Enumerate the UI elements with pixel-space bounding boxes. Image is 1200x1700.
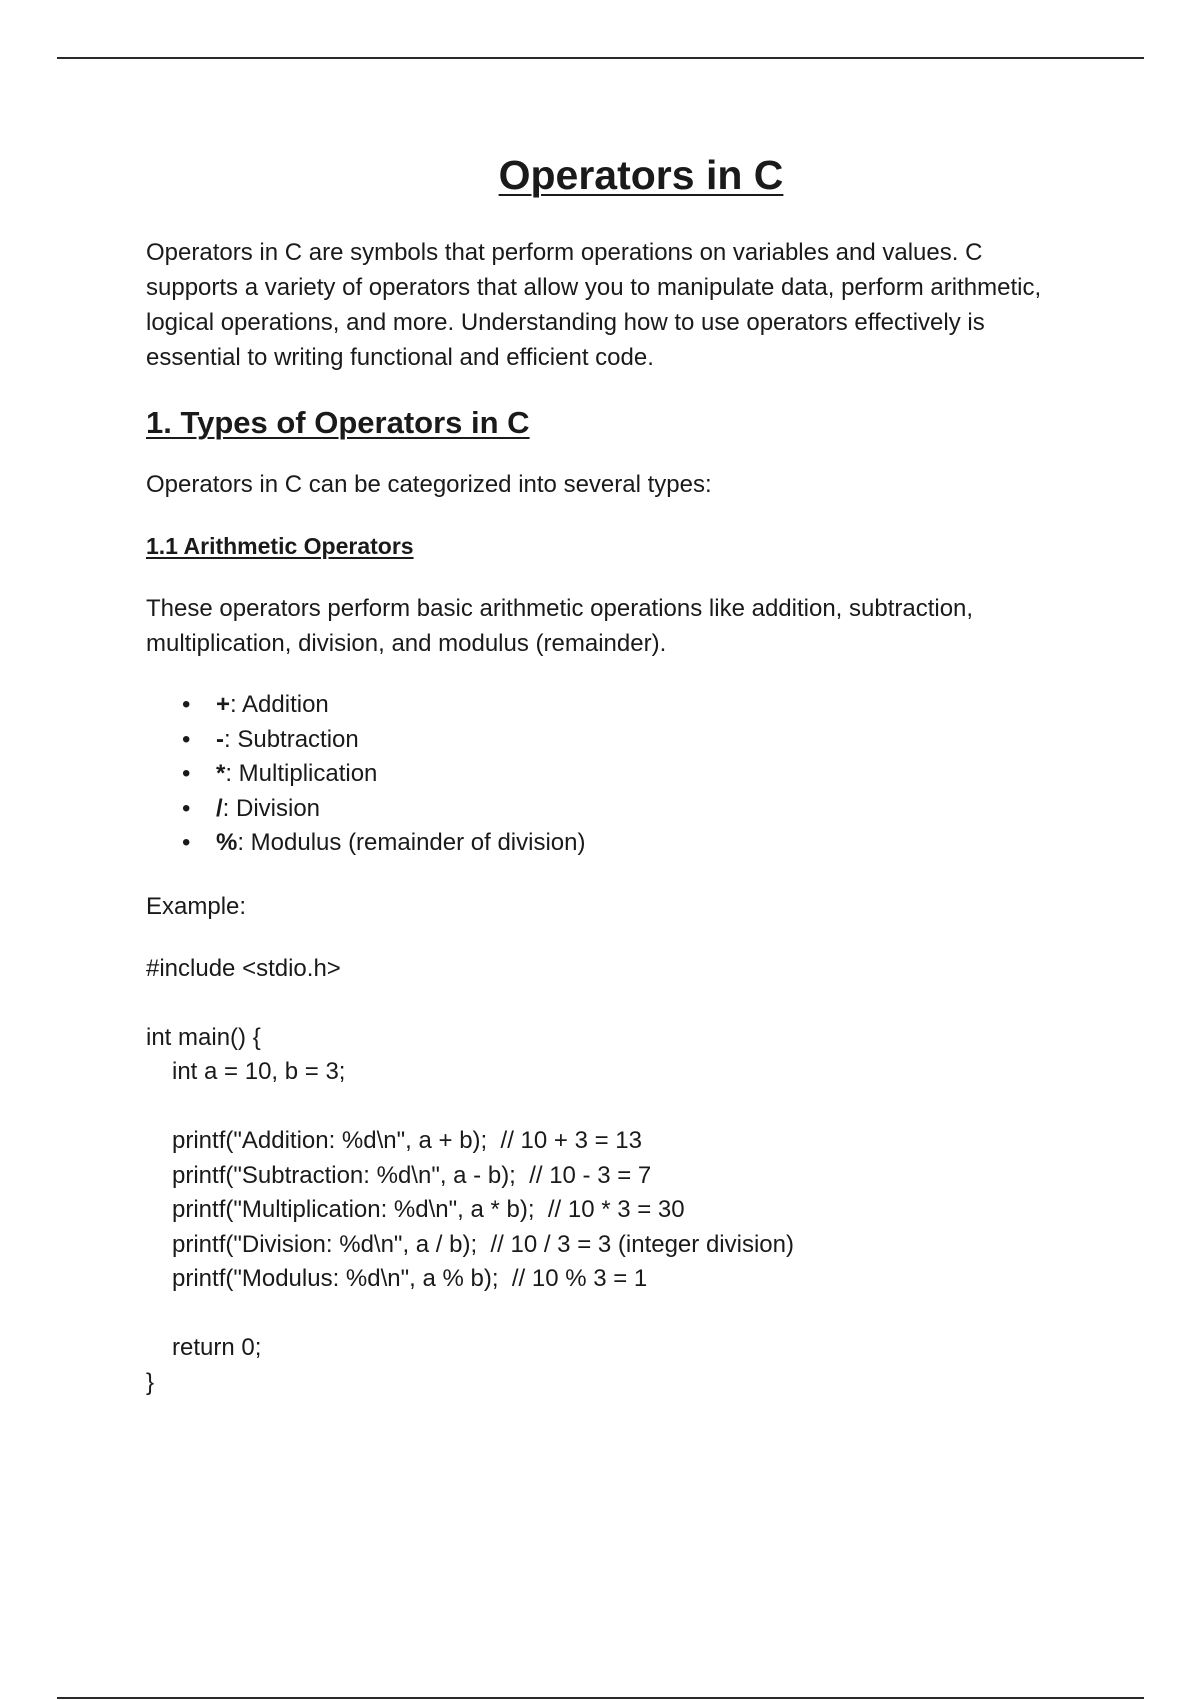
list-item [182, 826, 1066, 861]
section-heading-types: 1. Types of Operators in C [146, 405, 530, 440]
operator-symbol: % [216, 829, 238, 856]
code-line-main-close: } [146, 1368, 155, 1396]
operator-symbol: + [216, 691, 231, 718]
bullet-icon: • [182, 691, 191, 718]
footer-rule [57, 1697, 1144, 1699]
code-line-printf-modulus: printf("Modulus: %d\n", a % b); // 10 % 3 = 1 [172, 1265, 648, 1292]
code-blank-line [146, 1297, 1066, 1332]
operator-symbol: * [216, 760, 226, 787]
code-line-printf-multiplication: printf("Multiplication: %d\n", a * b); // 10 * 3 = 30 [172, 1196, 685, 1223]
section-intro-text: Operators in C can be categorized into several types: [146, 471, 712, 498]
code-line-printf-division: printf("Division: %d\n", a / b); // 10 / 3 = 3 (integer division) [172, 1230, 794, 1258]
code-line-include: #include <stdio.h> [146, 954, 341, 982]
code-line-declaration: int a = 10, b = 3; [172, 1058, 346, 1085]
code-line-printf-addition: printf("Addition: %d\n", a + b); // 10 + 3 = 13 [172, 1127, 642, 1154]
operator-description: : Addition [230, 691, 329, 718]
header-rule [57, 57, 1144, 59]
document-page [146, 145, 1066, 1400]
operator-symbol: / [216, 794, 223, 822]
code-line-printf-subtraction: printf("Subtraction: %d\n", a - b); // 10 - 3 = 7 [172, 1161, 652, 1189]
arithmetic-description: These operators perform basic arithmetic operations like addition, subtraction, multiplication, division, and modulus (remainder). [146, 595, 974, 657]
intro-paragraph: Operators in C are symbols that perform operations on variables and values. C supports a variety of operators that allow you to manipulate data, perform arithmetic, logical operations, and more. Understanding how to use operators effectively is essential to writing functional and efficient code. [146, 239, 1042, 371]
bullet-icon: • [182, 760, 191, 787]
code-example [146, 952, 1066, 1401]
list-item [182, 723, 1066, 758]
bullet-icon: • [182, 829, 191, 856]
operator-description: : Multiplication [225, 760, 378, 787]
subsection-heading-arithmetic: 1.1 Arithmetic Operators [146, 533, 414, 559]
list-item [182, 757, 1066, 792]
operator-symbol: - [216, 725, 224, 753]
bullet-icon: • [182, 794, 191, 822]
operator-description: : Subtraction [224, 725, 359, 753]
list-item [182, 688, 1066, 723]
operator-description: : Modulus (remainder of division) [237, 829, 586, 856]
page-title: Operators in C [498, 152, 784, 198]
code-blank-line [146, 986, 1066, 1021]
list-item [182, 792, 1066, 827]
bullet-icon: • [182, 725, 191, 753]
code-blank-line [146, 1090, 1066, 1125]
code-line-main-open: int main() { [146, 1023, 261, 1051]
code-line-return: return 0; [172, 1334, 262, 1361]
operator-description: : Division [222, 794, 321, 822]
example-label: Example: [146, 892, 247, 920]
operator-list [146, 688, 1066, 861]
